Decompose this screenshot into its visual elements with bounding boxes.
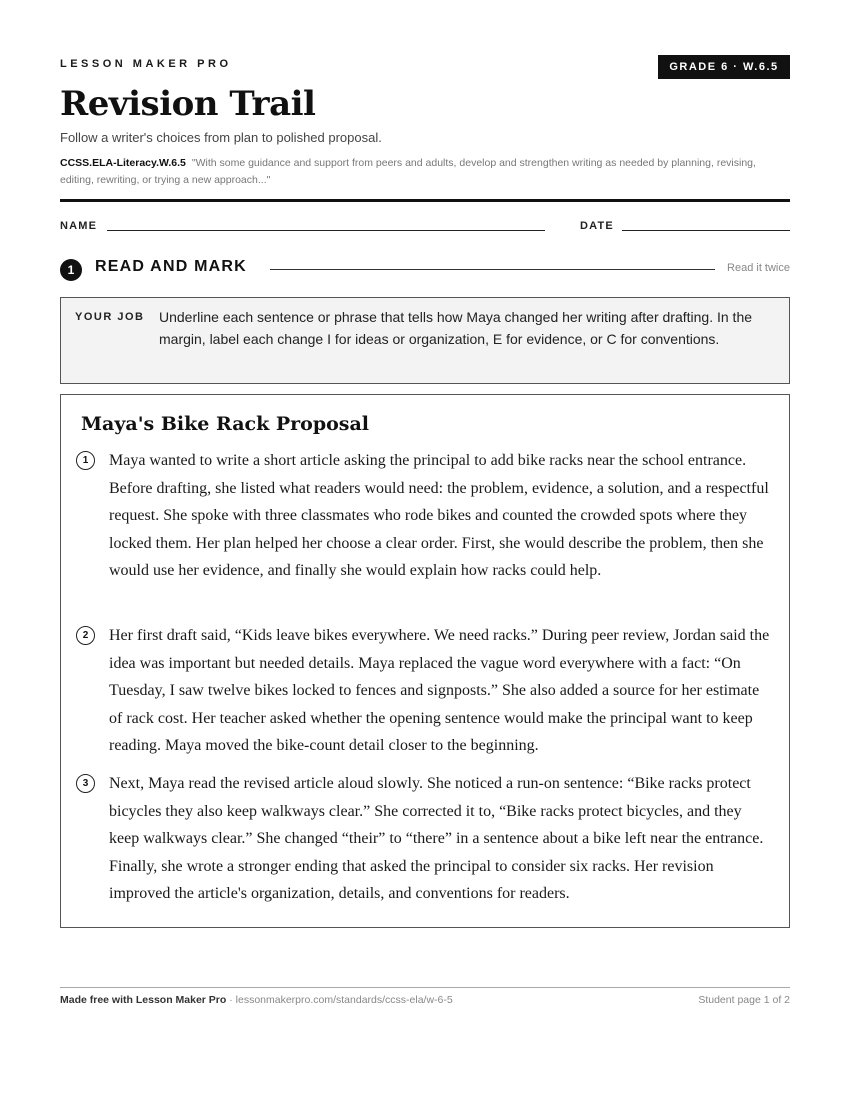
passage-paragraph: Next, Maya read the revised article aloud slowly. She noticed a run-on sentence: “Bike racks protect bicycles they also keep walkways clear.” She corrected it to, “Bike racks protect bicycles, and they keep walkways clear.” She changed “their” to “there” in a sentence about a bike left near the entrance. Finally, she wrote a stronger ending that asked the principal to consider six racks. Her revision improved the article's organization, details, and conventions for readers. xyxy=(109,775,764,903)
instructions-label: YOUR JOB xyxy=(75,311,145,323)
footer-page-number: Student page 1 of 2 xyxy=(698,994,790,1006)
passage-paragraph: Her first draft said, “Kids leave bikes everywhere. We need racks.” During peer review, Jordan said the idea was important but needed details. Maya replaced the vague word everywhere with a fact: “On Tuesday, I saw twelve bikes locked to fences and signposts.” She also added a source for her estimate of rack cost. Her teacher asked whether the opening sentence would make the principal want to keep reading. Maya moved the bike-count detail closer to the beginning. xyxy=(109,627,770,755)
page-title: Revision Trail xyxy=(60,84,316,124)
passage-title: Maya's Bike Rack Proposal xyxy=(81,413,370,435)
paragraph-number-badge: 2 xyxy=(76,626,95,645)
paragraph-number-badge: 3 xyxy=(76,774,95,793)
section-note: Read it twice xyxy=(727,262,790,274)
section-number-badge: 1 xyxy=(60,259,82,281)
footer-url[interactable]: · lessonmakerpro.com/standards/ccss-ela/w-6-5 xyxy=(226,994,453,1006)
standard-text: "With some guidance and support from peers and adults, develop and strengthen writing as needed by planning, revising, editing, rewriting, or trying a new approach..." xyxy=(60,157,756,186)
passage-paragraph: Maya wanted to write a short article asking the principal to add bike racks near the school entrance. Before drafting, she listed what readers would need: the problem, evidence, a solution, and a respectful request. She spoke with three classmates who rode bikes and counted the crowded spots where they locked them. Her plan helped her choose a clear order. First, she would describe the problem, then she would use her evidence, and finally she would explain how racks could help. xyxy=(109,452,769,580)
standard-code: CCSS.ELA-Literacy.W.6.5 xyxy=(60,157,186,169)
name-label: NAME xyxy=(60,220,98,232)
footer-credit xyxy=(60,994,453,1006)
name-field[interactable] xyxy=(107,230,545,231)
instructions-box xyxy=(60,297,790,384)
section-title: READ AND MARK xyxy=(95,258,247,275)
reading-passage xyxy=(60,394,790,928)
brand-name: LESSON MAKER PRO xyxy=(60,58,232,70)
date-label: DATE xyxy=(580,220,614,232)
standard-description xyxy=(60,155,790,189)
section-divider xyxy=(270,269,715,270)
page-subtitle: Follow a writer's choices from plan to polished proposal. xyxy=(60,130,382,145)
grade-badge: GRADE 6 · W.6.5 xyxy=(658,55,790,79)
footer-divider xyxy=(60,987,790,988)
footer-made-with: Made free with Lesson Maker Pro xyxy=(60,994,227,1006)
instructions-text: Underline each sentence or phrase that tells how Maya changed her writing after drafting. In the margin, label each change I for ideas or organization, E for evidence, or C for conventions. xyxy=(159,309,753,347)
paragraph-number-badge: 1 xyxy=(76,451,95,470)
header-divider xyxy=(60,199,790,202)
date-field[interactable] xyxy=(622,230,790,231)
